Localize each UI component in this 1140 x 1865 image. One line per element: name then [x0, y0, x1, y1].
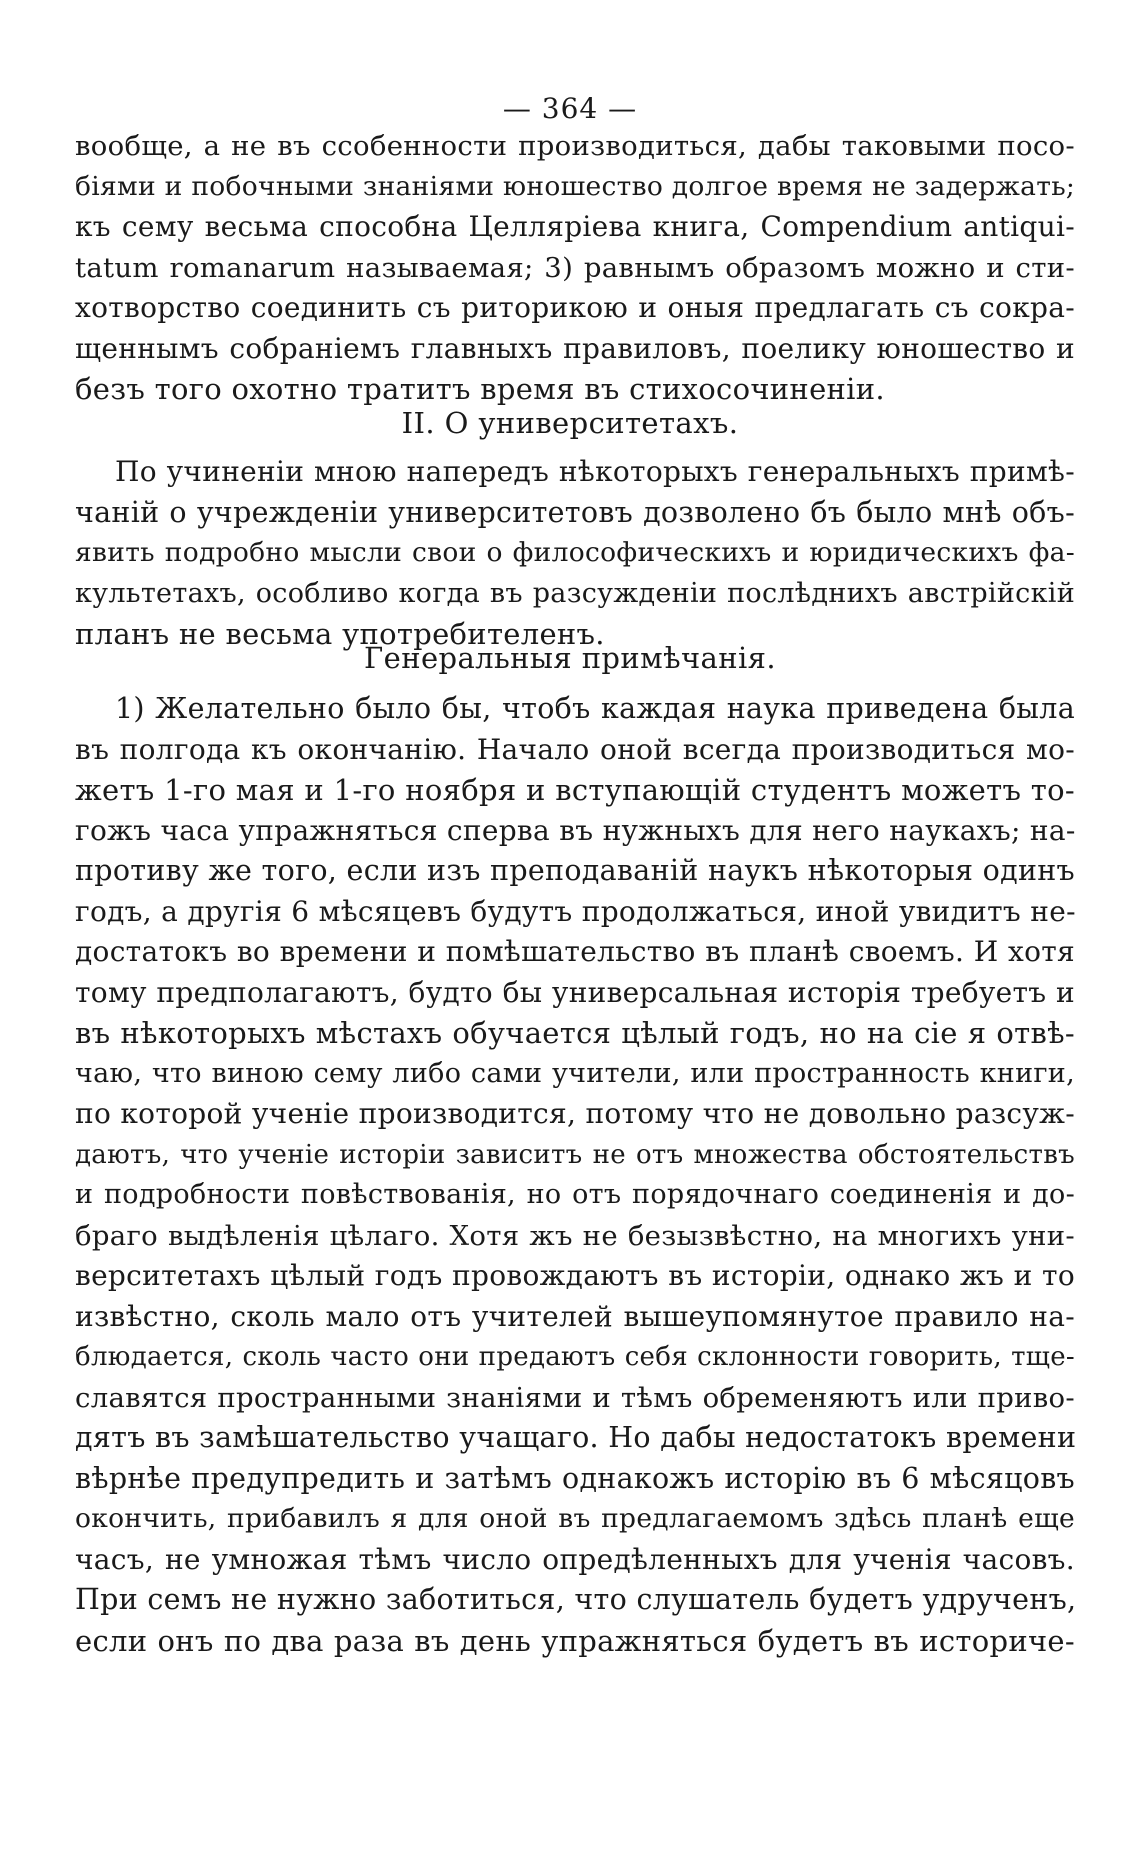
text-line: къ сему весьма способна Целляріева книга, Compendium antiqui-	[75, 210, 1075, 243]
text-line: жетъ 1-го мая и 1-го ноября и вступающій студентъ можетъ то-	[75, 773, 1075, 807]
text-line: дятъ въ замѣшательство учащаго. Но дабы недостатокъ времени	[75, 1421, 1077, 1454]
text-line: въ полгода къ окончанію. Начало оной всегда производиться мо-	[75, 732, 1075, 766]
text-line: вообще, а не въ ссобенности производиться, дабы таковыми посо-	[75, 130, 1075, 162]
paragraph-1	[75, 126, 1075, 410]
text-line: окончить, прибавилъ я для оной въ предлагаемомъ здѣсь планѣ еще	[75, 1503, 1075, 1534]
section-heading: II. О университетахъ.	[401, 406, 739, 440]
text-line: tatum romanarum называемая; 3) равнымъ образомъ можно и сти-	[75, 251, 1075, 284]
text-line: въ нѣкоторыхъ мѣстахъ обучается цѣлый годъ, но на сіе я отвѣ-	[75, 1016, 1075, 1050]
text-line: даютъ, что ученіе исторіи зависитъ не отъ множества обстоятельствъ	[75, 1139, 1075, 1170]
text-line: культетахъ, особливо когда въ разсужденіи послѣднихъ австрійскій	[75, 577, 1075, 609]
subsection-heading: Генеральныя примѣчанія.	[364, 641, 776, 675]
text-line: 1) Желательно было бы, чтобъ каждая наука приведена была	[115, 692, 1075, 725]
text-line: годъ, а другія 6 мѣсяцевъ будутъ продолжаться, иной увидитъ не-	[75, 894, 1076, 928]
text-line: по которой ученіе производится, потому что не довольно разсуж-	[75, 1097, 1075, 1130]
text-line: чаній о учрежденіи университетовъ дозволено бъ было мнѣ объ-	[75, 495, 1075, 529]
text-line: славятся пространными знаніями и тѣмъ обременяютъ или приво-	[75, 1381, 1075, 1414]
text-line: если онъ по два раза въ день упражняться будетъ въ историче-	[75, 1623, 1075, 1658]
text-line: и подробности повѣствованія, но отъ порядочнаго соединенія и до-	[75, 1179, 1075, 1210]
text-line: тому предполагаютъ, будто бы универсальная исторія требуетъ и	[75, 975, 1075, 1009]
text-line: достатокъ во времени и помѣшательство въ планѣ своемъ. И хотя	[75, 935, 1075, 968]
text-line: При семъ не нужно заботиться, что слушатель будетъ удрученъ,	[75, 1583, 1077, 1616]
text-line: верситетахъ цѣлый годъ провождаютъ въ исторіи, однако жъ и то	[75, 1259, 1075, 1292]
text-line: безъ того охотно тратитъ время въ стихосочиненіи.	[75, 372, 885, 406]
text-line: часъ, не умножая тѣмъ число опредѣленныхъ для ученія часовъ.	[75, 1542, 1075, 1576]
text-line: біями и побочными знаніями юношество долгое время не задержать;	[75, 170, 1076, 202]
text-line: гожъ часа упражняться сперва въ нужныхъ для него наукахъ; на-	[75, 813, 1076, 847]
text-line: планъ не весьма употребителенъ.	[75, 617, 605, 651]
paragraph-2	[75, 452, 1075, 655]
text-line: По учиненіи мною напередъ нѣкоторыхъ генеральныхъ примѣ-	[115, 455, 1075, 488]
paragraph-3	[75, 689, 1075, 1661]
text-line: вѣрнѣе предупредить и затѣмъ однакожъ исторію въ 6 мѣсяцовъ	[75, 1461, 1075, 1495]
page-number: — 364 —	[502, 92, 638, 125]
text-line: блюдается, сколь часто они предаютъ себя склонности говорить, тще-	[75, 1342, 1075, 1372]
text-line: браго выдѣленія цѣлаго. Хотя жъ не безызвѣстно, на многихъ уни-	[75, 1219, 1075, 1252]
text-line: хотворство соединить съ риторикою и оныя предлагать съ сокра-	[75, 291, 1075, 324]
text-line: противу же того, если изъ преподаваній наукъ нѣкоторыя одинъ	[75, 854, 1075, 887]
text-line: извѣстно, сколь мало отъ учителей вышеупомянутое правило на-	[75, 1299, 1075, 1333]
text-line: чаю, что виною сему либо сами учители, или пространность книги,	[75, 1057, 1075, 1089]
text-line: щеннымъ собраніемъ главныхъ правиловъ, поелику юношество и	[75, 331, 1075, 365]
text-line: явить подробно мысли свои о философическихъ и юридическихъ фа-	[75, 537, 1075, 568]
